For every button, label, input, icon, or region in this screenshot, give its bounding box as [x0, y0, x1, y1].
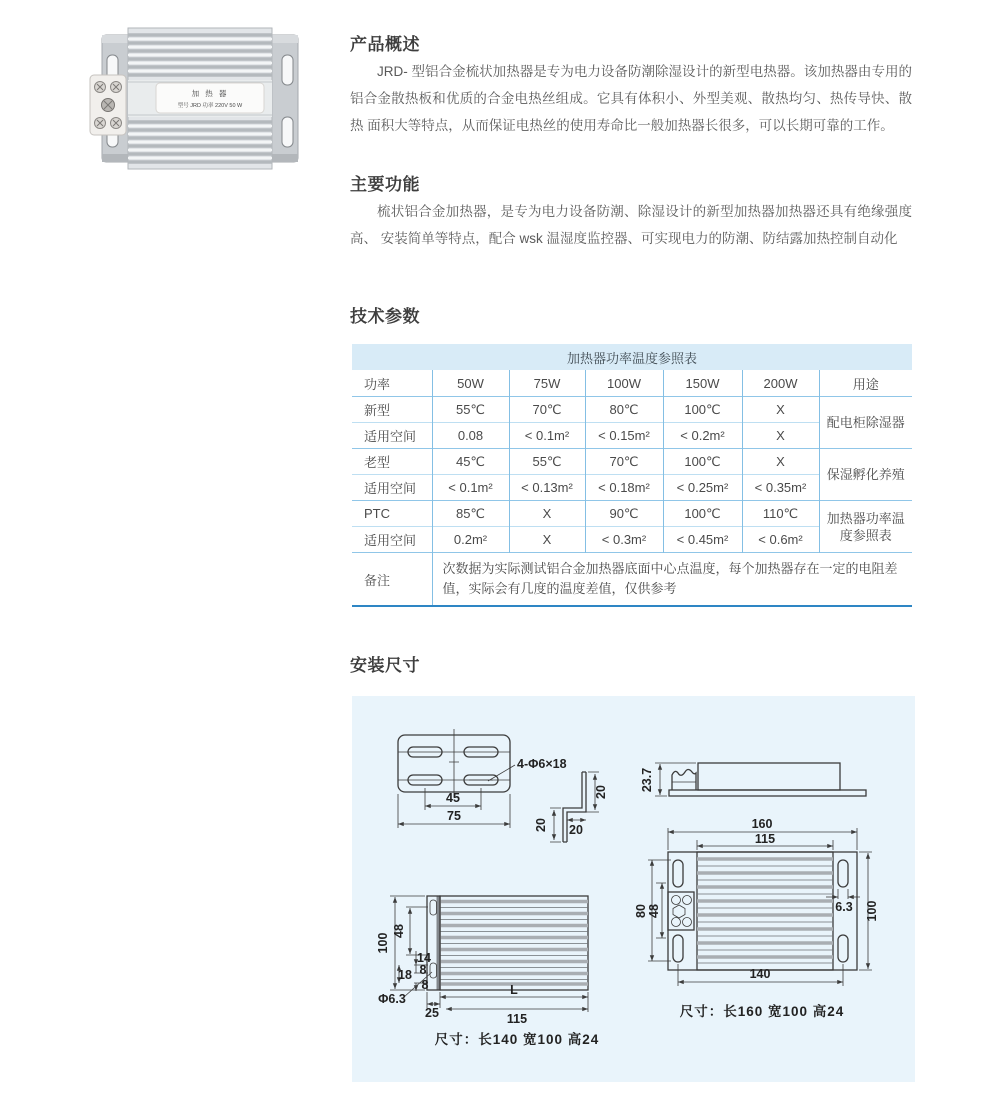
section-title-overview: 产品概述 — [350, 35, 420, 54]
table-note-row — [352, 553, 912, 607]
table-caption: 加热器功率温度参照表 — [352, 344, 912, 370]
hole-spec-label: 4-Φ6×18 — [517, 757, 567, 771]
cell: 100℃ — [663, 449, 742, 475]
section-title-features: 主要功能 — [350, 175, 420, 194]
cell: X — [509, 501, 585, 527]
dim-label: 23.7 — [640, 767, 654, 793]
col-header: 用途 — [819, 370, 912, 397]
cell: < 0.6m² — [742, 527, 819, 553]
features-paragraph: 梳状铝合金加热器，是专为电力设备防潮、除湿设计的新型加热器加热器还具有绝缘强度高、 安装简单等特点，配合 wsk 温湿度监控器、可实现电力的防潮、防结露加热控制自动化 — [350, 204, 912, 246]
cell: < 0.3m² — [585, 527, 663, 553]
table-row — [352, 449, 912, 475]
spec-table — [352, 344, 912, 607]
cell: 45℃ — [432, 449, 509, 475]
cell: < 0.13m² — [509, 475, 585, 501]
dim-label: 25 — [425, 1006, 439, 1020]
dim-label: 100 — [865, 900, 879, 922]
cell: < 0.45m² — [663, 527, 742, 553]
nameplate-title: 加 热 器 — [191, 89, 229, 98]
cell: 55℃ — [509, 449, 585, 475]
col-header: 100W — [585, 370, 663, 397]
dim-label: 140 — [749, 967, 771, 981]
col-header: 功率 — [364, 376, 391, 392]
dim-label: 45 — [446, 791, 460, 805]
nameplate-spec: 型号 JRD 功率 220V 50 W — [177, 103, 243, 109]
mounting-slot — [282, 55, 293, 85]
cell: 80℃ — [585, 397, 663, 423]
drawing-side-view — [640, 763, 866, 796]
dimension-drawings-panel — [352, 696, 915, 1082]
cell: < 0.25m² — [663, 475, 742, 501]
note-label: 备注 — [352, 553, 432, 607]
cell: X — [509, 527, 585, 553]
dimension-drawings — [352, 696, 915, 1082]
terminal-block — [90, 75, 126, 135]
section-title-specs: 技术参数 — [350, 307, 420, 326]
heater-body — [128, 28, 272, 169]
cell: 55℃ — [432, 397, 509, 423]
table-header-row — [352, 370, 912, 397]
product-photo-image — [88, 25, 312, 172]
dim-label: 48 — [647, 904, 661, 918]
mounting-slot — [282, 117, 293, 147]
cell: 70℃ — [509, 397, 585, 423]
col-header: 150W — [663, 370, 742, 397]
row-label: 新型 — [352, 397, 432, 423]
dim-label: 18 — [398, 968, 412, 982]
nameplate — [156, 83, 264, 113]
row-label: PTC — [352, 501, 432, 527]
cell: < 0.2m² — [663, 423, 742, 449]
dim-label: 115 — [754, 832, 776, 846]
cell: < 0.35m² — [742, 475, 819, 501]
dim-label: 48 — [392, 924, 406, 938]
dim-label: Φ6.3 — [378, 992, 406, 1006]
usage-cell: 保湿孵化养殖 — [819, 449, 912, 501]
table-caption-row — [352, 344, 912, 370]
section-title-dimensions: 安装尺寸 — [350, 656, 420, 675]
usage-cell: 加热器功率温度参照表 — [819, 501, 912, 553]
cell: 0.2m² — [432, 527, 509, 553]
cell: X — [742, 449, 819, 475]
dim-label: 115 — [506, 1012, 528, 1026]
row-label: 老型 — [352, 449, 432, 475]
drawing-front-view — [376, 896, 599, 1047]
terminal-block-top — [668, 892, 694, 930]
row-label: 适用空间 — [352, 527, 432, 553]
note-text: 次数据为实际测试铝合金加热器底面中心点温度，每个加热器存在一定的电阻差值，实际会有几度的温度差值，仅供参考 — [432, 553, 912, 607]
table-row — [352, 397, 912, 423]
dim-label: 14 — [417, 951, 431, 965]
dim-label: 80 — [634, 904, 648, 918]
cell: X — [742, 423, 819, 449]
fin-lines — [697, 859, 833, 963]
dim-label: 20 — [534, 818, 548, 832]
overview-paragraph: JRD- 型铝合金梳状加热器是专为电力设备防潮除湿设计的新型电热器。该加热器由专用的 铝合金散热板和优质的合金电热丝组成。它具有体积小、外型美观、散热均匀、热传导快、散热 面积大等特点，从而保证电热丝的使用寿命比一般加热器长很多，可以长期可靠的工作。 — [350, 64, 912, 133]
dim-label: 160 — [751, 817, 773, 831]
cell: 110℃ — [742, 501, 819, 527]
top-view-caption: 尺寸：长160 宽100 高24 — [679, 1004, 845, 1019]
drawing-bracket-plate — [398, 729, 567, 828]
cell: 0.08 — [432, 423, 509, 449]
cell: < 0.1m² — [509, 423, 585, 449]
cell: < 0.15m² — [585, 423, 663, 449]
row-label: 适用空间 — [352, 475, 432, 501]
col-header: 75W — [509, 370, 585, 397]
dim-label: 8 — [421, 978, 429, 992]
dim-label: 8 — [419, 963, 427, 977]
cell: 70℃ — [585, 449, 663, 475]
cell: < 0.1m² — [432, 475, 509, 501]
drawing-top-view — [634, 817, 879, 1019]
fin-lines — [440, 902, 588, 985]
front-view-caption: 尺寸：长140 宽100 高24 — [434, 1032, 600, 1047]
col-header: 50W — [432, 370, 509, 397]
cell: 85℃ — [432, 501, 509, 527]
cell: 100℃ — [663, 397, 742, 423]
row-label: 适用空间 — [352, 423, 432, 449]
dim-label: L — [510, 983, 518, 997]
dim-label: 6.3 — [835, 900, 853, 914]
cell: < 0.18m² — [585, 475, 663, 501]
drawing-bracket-profile — [534, 772, 608, 842]
cell: 90℃ — [585, 501, 663, 527]
table-row — [352, 501, 912, 527]
col-header: 200W — [742, 370, 819, 397]
dim-label: 100 — [376, 932, 390, 954]
dim-label: 20 — [594, 785, 608, 799]
cell: 100℃ — [663, 501, 742, 527]
dim-label: 75 — [447, 809, 461, 823]
dim-label: 20 — [569, 823, 583, 837]
usage-cell: 配电柜除湿器 — [819, 397, 912, 449]
cell: X — [742, 397, 819, 423]
